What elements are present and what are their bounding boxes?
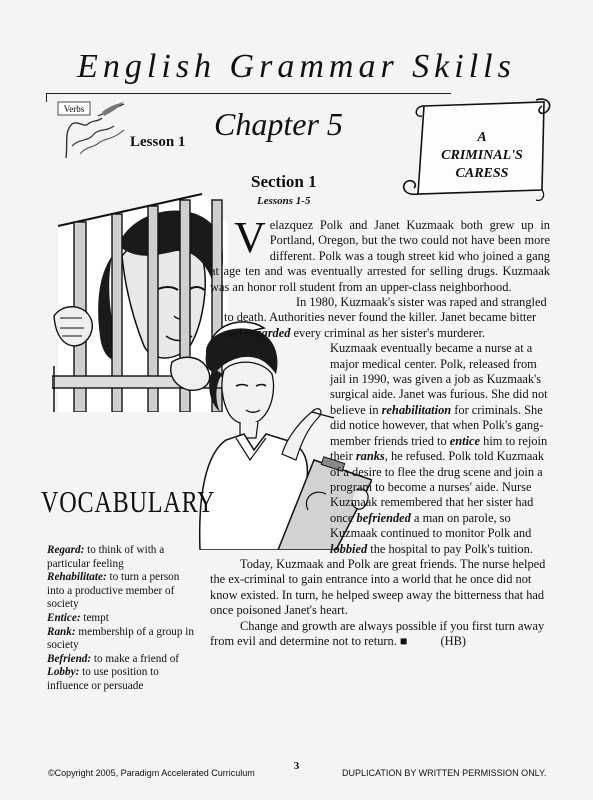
vocab-word-entice: entice <box>449 433 481 448</box>
scroll-title <box>432 129 532 183</box>
lessons-range: Lessons 1-5 <box>257 195 311 207</box>
section-label: Section 1 <box>251 172 317 191</box>
story-paragraph-5-text: Change and growth are always possible if you first turn away from evil and determine not to return. <box>210 618 545 648</box>
story-signature: (HB) <box>440 633 467 648</box>
story-paragraph-3-text-e: a man on parole, so Kuzmaak continued to monitor Polk and <box>330 510 532 541</box>
vocabulary-entry <box>47 666 197 693</box>
story-paragraph-1-text: elazquez Polk and Janet Kuzmaak both grew up in Portland, Oregon, but the two could not have been more different. Polk was a tough street kid who joined a gang at age ten and was eventually arrested for selling drugs. Kuzmaak was an honor roll student from an upper-class neighborhood. <box>210 218 550 294</box>
vocabulary-definition: to turn a person into a productive member of society <box>47 571 180 611</box>
story-paragraph-2-text-a: In 1980, Kuzmaak's sister was raped and strangled to death. Authorities never found the killer. Janet became bitter and <box>224 295 547 340</box>
vocabulary-list <box>47 544 197 694</box>
vocabulary-entry <box>47 544 197 571</box>
vocabulary-term: Regard: <box>47 544 85 556</box>
vocab-word-regarded: regarded <box>245 325 291 340</box>
vocab-word-rehabilitation: rehabilitation <box>381 402 452 417</box>
vocabulary-entry <box>47 626 197 653</box>
verbs-logo-label: Verbs <box>63 104 85 114</box>
story-paragraph-3-text-b: for criminals. She did notice however, that when Polk's gang-member friends tried to <box>330 402 544 448</box>
story-paragraph-3-text-a: Kuzmaak eventually became a nurse at a major medical center. Polk, released from jail in 1990, was given a job as Kuzmaak's surgical aide. Janet was furious. She did not believe in <box>330 341 548 417</box>
chapter-heading: Chapter 5 <box>214 106 343 142</box>
duplication-notice: DUPLICATION BY WRITTEN PERMISSION ONLY. <box>342 768 547 778</box>
scroll-title-line-1: A <box>477 130 487 145</box>
vocabulary-entry <box>47 571 197 612</box>
lesson-label: Lesson 1 <box>130 134 186 150</box>
copyright-notice: ©Copyright 2005, Paradigm Accelerated Curriculum <box>48 768 255 778</box>
scroll-title-line-2: CRIMINAL'S <box>441 148 523 163</box>
vocabulary-term: Rehabilitate: <box>47 571 107 584</box>
vocabulary-term: Rank: <box>47 625 76 638</box>
vocab-word-befriended: befriended <box>356 510 411 525</box>
story-paragraph-4 <box>210 557 550 619</box>
story-paragraph-3-text-c: him to rejoin their <box>330 433 548 464</box>
title-rule <box>46 93 451 94</box>
vocabulary-definition: to think of with a particular feeling <box>47 544 165 570</box>
vocab-word-ranks: ranks <box>355 449 385 464</box>
story-paragraph-5 <box>210 619 550 650</box>
vocabulary-term: Entice: <box>47 611 81 624</box>
story-paragraph-2-text-b: every criminal as her sister's murderer. <box>290 325 485 340</box>
page-number: 3 <box>293 760 300 772</box>
story-paragraph-2 <box>210 295 550 341</box>
story-paragraph-3 <box>210 341 550 557</box>
title-rule-tick <box>46 93 47 102</box>
vocabulary-entry <box>47 653 197 667</box>
story-paragraph-3-text-d: , he refused. Polk told Kuzmaak of a desire to flee the drug scene and join a program to become a nurses' aide. Nurse Kuzmaak remembered that her sister had once <box>330 449 545 525</box>
verbs-logo-illustration <box>54 98 130 160</box>
story-paragraph-4-text: Today, Kuzmaak and Polk are great friends. The nurse helped the ex-criminal to gain entrance into a world that he once did not know existed. In turn, he helped sweep away the bitterness that had once poisoned Janet's heart. <box>210 556 546 618</box>
scroll-title-line-3: CARESS <box>455 166 509 181</box>
vocab-word-lobbied: lobbied <box>330 541 368 556</box>
vocabulary-title: VOCABULARY <box>41 484 216 519</box>
story-text <box>210 213 550 649</box>
story-dropcap: V <box>234 213 266 262</box>
vocabulary-definition: to make a friend of <box>91 652 180 665</box>
vocabulary-definition: membership of a group in society <box>47 625 194 652</box>
vocabulary-definition: tempt <box>80 611 109 624</box>
vocabulary-definition: to use position to influence or persuade <box>47 666 159 692</box>
vocabulary-term: Lobby: <box>47 666 80 679</box>
vocabulary-term: Befriend: <box>47 652 92 665</box>
end-mark-icon: ■ <box>399 633 408 648</box>
story-paragraph-3-text-f: the hospital to pay Polk's tuition. <box>367 541 533 556</box>
book-title: English Grammar Skills <box>77 48 516 85</box>
vocabulary-entry <box>47 612 197 626</box>
